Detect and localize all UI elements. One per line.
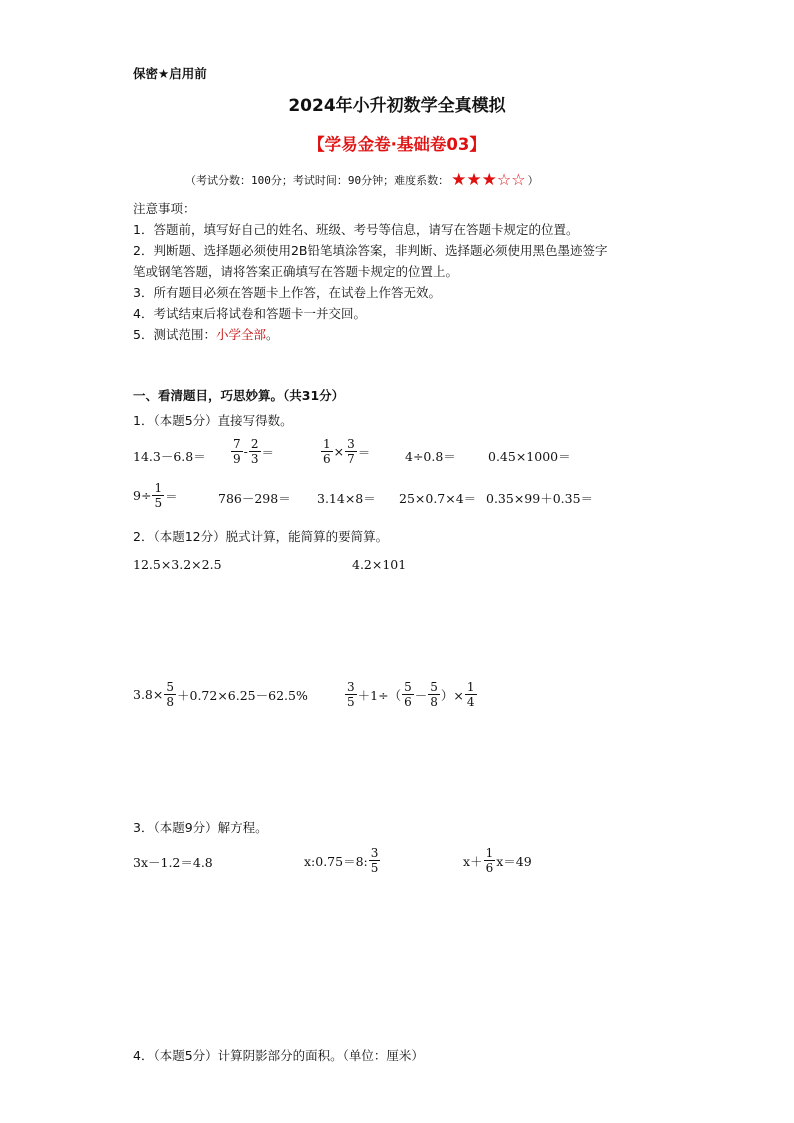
numerator: 5 [430,680,438,694]
operator: - [243,444,248,459]
notes-heading: 注意事项： [133,201,196,216]
q3-equation-3 [463,846,532,875]
fraction [369,846,381,875]
expression-text: x＝49 [496,853,532,869]
question-2-prompt: 2．（本题12分）脱式计算，能简算的要简算。 [133,529,389,544]
q1-item: 786－298＝ [218,491,291,506]
denominator: 7 [347,452,355,466]
numerator: 5 [404,680,412,694]
denominator: 9 [233,452,241,466]
numerator: 1 [485,846,494,860]
numerator: 1 [323,437,331,451]
denominator: 5 [347,695,355,709]
q1-item: 14.3－6.8＝ [133,449,206,464]
equals: ＝ [165,488,178,504]
note-item: 2．判断题、选择题必须使用2B铅笔填涂答案，非判断、选择题必须使用黑色墨迹签字 [133,243,608,258]
numerator: 3 [370,846,379,860]
denominator: 5 [154,496,163,510]
denominator: 6 [323,452,331,466]
denominator: 4 [466,695,475,709]
fraction [164,680,176,709]
numerator: 7 [233,437,241,451]
expression-text: x＋ [463,853,483,869]
denominator: 8 [166,695,174,709]
star-filled-icon: ★ [481,170,497,190]
star-filled-icon: ★ [451,170,467,190]
q1-item: 0.45×1000＝ [488,449,571,464]
expression-text: ＋0.72×6.25－62.5% [177,687,308,703]
numerator: 3 [347,680,355,694]
denominator: 3 [250,452,259,466]
fraction [231,437,243,466]
denominator: 6 [485,861,494,875]
confidential-label: 保密★启用前 [133,66,207,81]
expression-text: x:0.75＝8: [304,853,368,869]
star-filled-icon: ★ [466,170,482,190]
expression-text: ＋1÷（ [357,687,402,703]
q2-expression-1: 12.5×3.2×2.5 [133,557,222,572]
q1-item: 0.35×99＋0.35＝ [486,491,594,506]
numerator: 3 [347,437,355,451]
exam-info-text: （考试分数：100分；考试时间：90分钟；难度系数： [185,174,450,187]
q3-equation-1: 3x－1.2＝4.8 [133,855,213,870]
q1-item: 4÷0.8＝ [405,449,456,464]
scope-end: 。 [265,327,279,342]
scope-label: 5．测试范围： [133,327,216,342]
q1-item [230,437,274,466]
q2-expression-4 [344,680,478,709]
denominator: 6 [404,695,412,709]
numerator: 1 [466,680,475,694]
q2-expression-2: 4.2×101 [352,557,407,572]
fraction [345,680,357,709]
exam-title: 2024年小升初数学全真模拟 [288,96,506,116]
fraction [465,680,477,709]
note-item-scope [133,325,279,343]
fraction [249,437,261,466]
denominator: 5 [370,861,379,875]
q1-item: 3.14×8＝ [317,491,376,506]
fraction [321,437,333,466]
expression-text: 9÷ [133,488,152,503]
numerator: 1 [154,481,163,495]
operator: － [414,687,428,703]
q3-equation-2 [304,846,381,875]
q1-item [320,437,370,466]
section-heading: 一、看清题目，巧思妙算。（共31分） [133,388,345,403]
operator: × [333,444,345,459]
difficulty-stars [451,170,526,190]
scope-value: 小学全部 [215,327,266,342]
equals: ＝ [261,444,275,460]
question-3-prompt: 3．（本题9分）解方程。 [133,820,268,835]
fraction [345,437,357,466]
q2-expression-3 [133,680,308,709]
note-item: 1．答题前，填写好自己的姓名、班级、考号等信息，请写在答题卡规定的位置。 [133,222,579,237]
exam-subtitle: 【学易金卷·基础卷03】 [308,135,486,154]
q1-item: 25×0.7×4＝ [399,491,477,506]
exam-info-close: ） [527,174,539,187]
note-item: 笔或钢笔答题，请将答案正确填写在答题卡规定的位置上。 [133,264,459,279]
equals: ＝ [357,444,371,460]
fraction [152,481,164,510]
numerator: 5 [166,680,174,694]
fraction [402,680,414,709]
numerator: 2 [250,437,259,451]
q1-item [133,481,178,510]
question-4-prompt: 4．（本题5分）计算阴影部分的面积。（单位：厘米） [133,1048,424,1063]
note-item: 4．考试结束后将试卷和答题卡一并交回。 [133,306,366,321]
fraction [428,680,440,709]
expression-text: 3.8× [133,687,164,702]
star-empty-icon: ☆ [496,170,512,189]
fraction [484,846,496,875]
exam-info [185,172,539,188]
note-item: 3．所有题目必须在答题卡上作答，在试卷上作答无效。 [133,285,441,300]
star-empty-icon: ☆ [511,170,526,189]
question-1-prompt: 1．（本题5分）直接写得数。 [133,413,293,428]
denominator: 8 [430,695,438,709]
expression-text: ）× [440,687,464,703]
